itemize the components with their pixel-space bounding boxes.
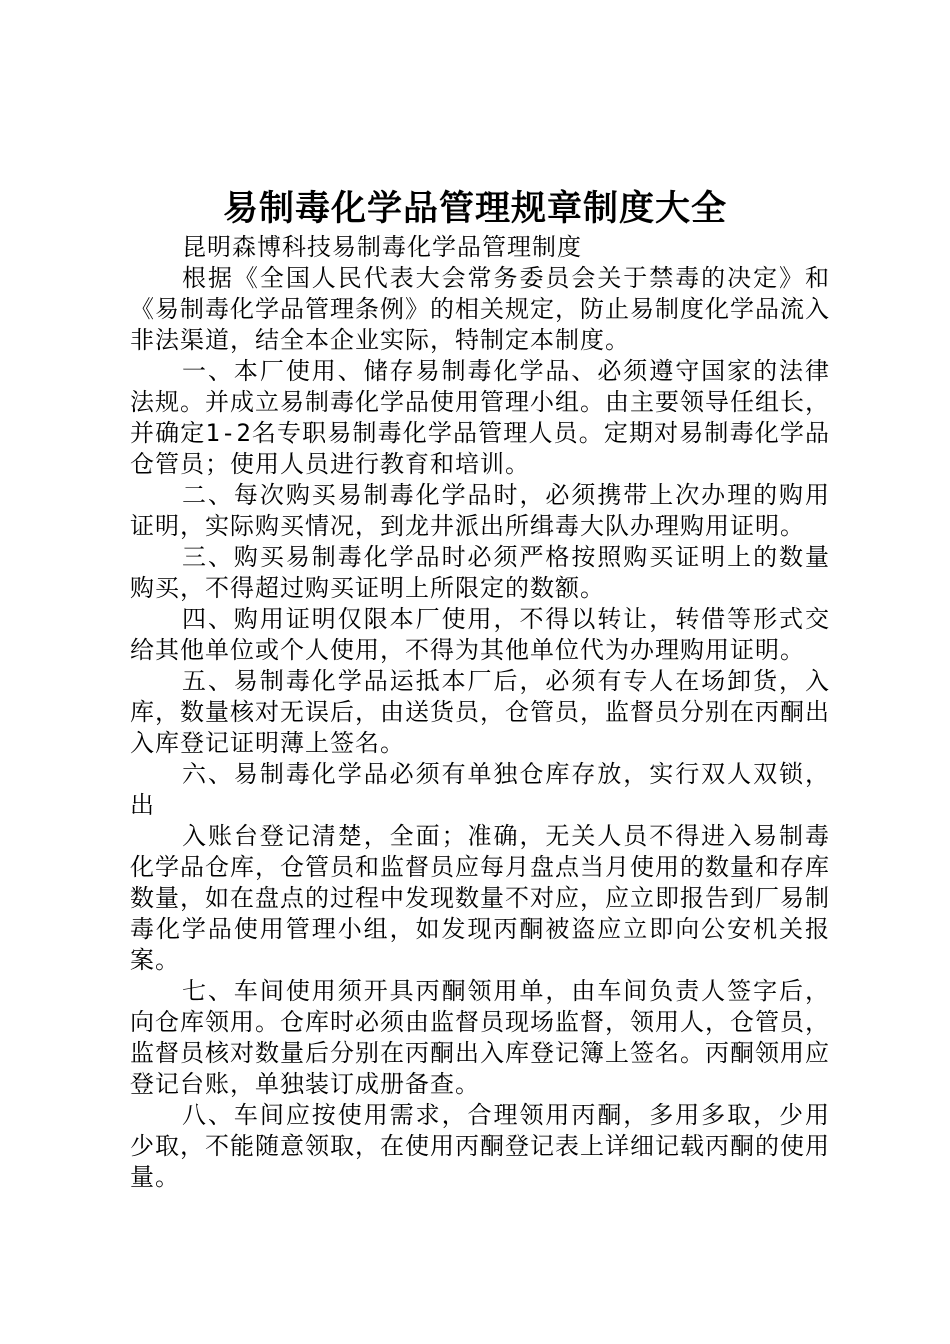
document-title: 易制毒化学品管理规章制度大全: [222, 188, 727, 229]
paragraph-article-3: 三、购买易制毒化学品时必须严格按照购买证明上的数量购买，不得超过购买证明上所限定的数额。: [130, 543, 830, 602]
paragraph-article-6-continued: 入账台登记清楚，全面；准确，无关人员不得进入易制毒化学品仓库，仓管员和监督员应每月盘点当月使用的数量和存库数量，如在盘点的过程中发现数量不对应，应立即报告到厂易制毒化学品使用管理小组，如发现丙酮被盗应立即向公安机关报案。: [130, 822, 830, 974]
document-body: [130, 232, 830, 1193]
paragraph-preamble: 根据《全国人民代表大会常务委员会关于禁毒的决定》和《易制毒化学品管理条例》的相关规定，防止易制度化学品流入非法渠道，结全本企业实际，特制定本制度。: [130, 264, 830, 354]
paragraph-subtitle: 昆明森博科技易制毒化学品管理制度: [182, 233, 582, 261]
paragraph-article-7: 七、车间使用须开具丙酮领用单，由车间负责人签字后，向仓库领用。仓库时必须由监督员现场监督，领用人，仓管员，监督员核对数量后分别在丙酮出入库登记簿上签名。丙酮领用应登记台账，单独装订成册备查。: [130, 977, 830, 1098]
paragraph-article-8: 八、车间应按使用需求，合理领用丙酮，多用多取，少用少取，不能随意领取，在使用丙酮登记表上详细记载丙酮的使用量。: [130, 1101, 830, 1191]
paragraph-article-1: 一、本厂使用、储存易制毒化学品、必须遵守国家的法律法规。并成立易制毒化学品使用管理小组。由主要领导任组长，并确定1-2名专职易制毒化学品管理人员。定期对易制毒化学品仓管员；使用人员进行教育和培训。: [130, 357, 830, 478]
paragraph-article-5: 五、易制毒化学品运抵本厂后，必须有专人在场卸货，入库，数量核对无误后，由送货员，仓管员，监督员分别在丙酮出入库登记证明薄上签名。: [130, 667, 830, 757]
paragraph-article-6: 六、易制毒化学品必须有单独仓库存放，实行双人双锁，出: [130, 760, 830, 819]
paragraph-article-4: 四、购用证明仅限本厂使用，不得以转让，转借等形式交给其他单位或个人使用，不得为其他单位代为办理购用证明。: [130, 605, 830, 664]
paragraph-article-2: 二、每次购买易制毒化学品时，必须携带上次办理的购用证明，实际购买情况，到龙井派出所缉毒大队办理购用证明。: [130, 481, 830, 540]
